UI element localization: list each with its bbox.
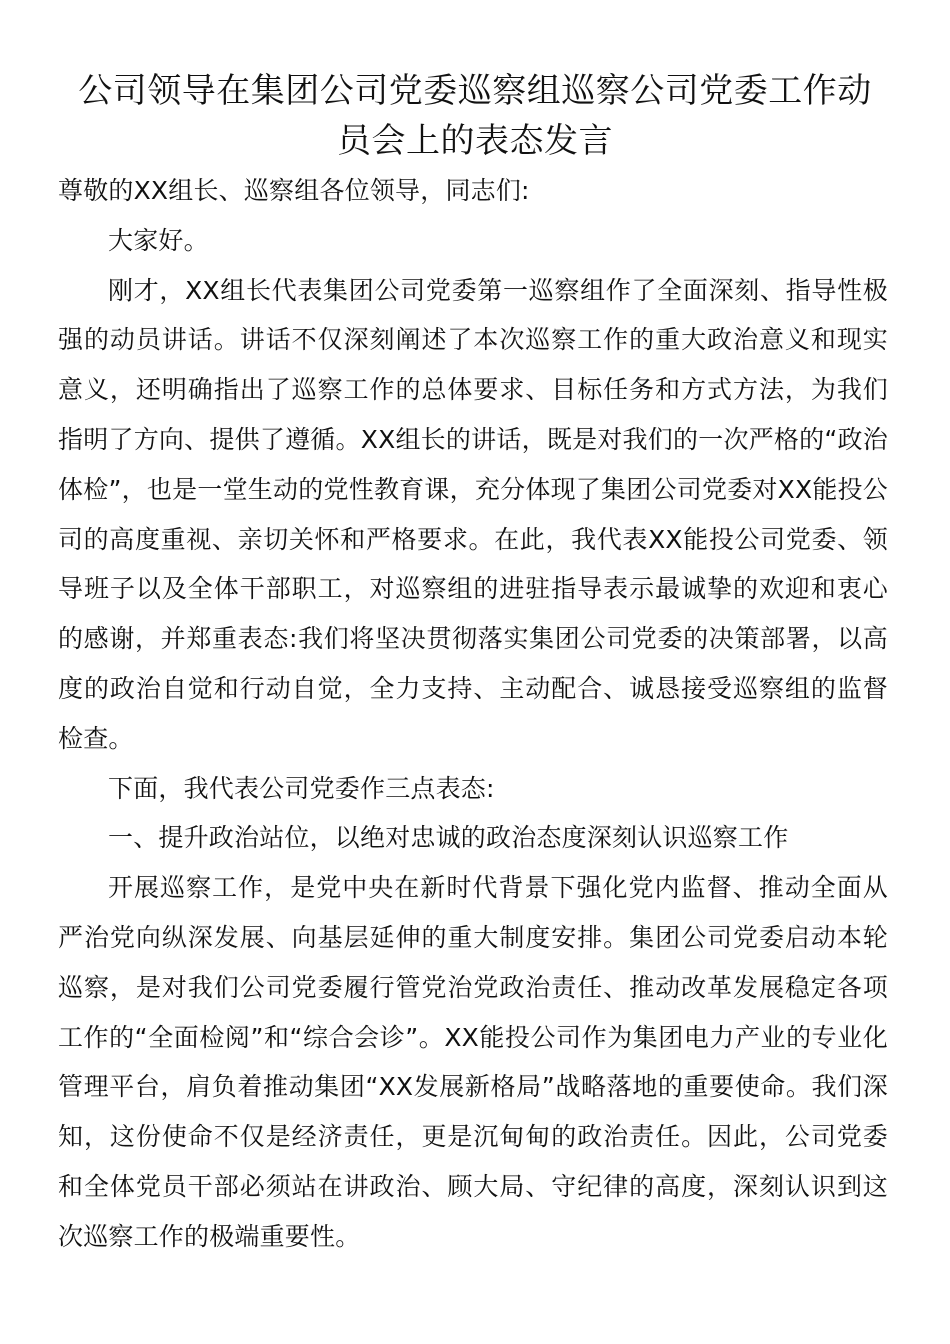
paragraph-greeting: 大家好。 [108,225,209,255]
paragraph-section-1: 开展巡察工作，是党中央在新时代背景下强化党内监督、推动全面从严治党向纵深发展、向基层延伸的重大制度安排。集团公司党委启动本轮巡察，是对我们公司党委履行管党治党政治责任、推动改革发展稳定各项工作的“全面检阅”和“综合会诊”。XX能投公司作为集团电力产业的专业化管理平台，肩负着推动集团“XX发展新格局”战略落地的重要使命。我们深知，这份使命不仅是经济责任，更是沉甸甸的政治责任。因此，公司党委和全体党员干部必须站在讲政治、顾大局、守纪律的高度，深刻认识到这次巡察工作的极端重要性。 [58,873,888,1251]
salutation: 尊敬的XX组长、巡察组各位领导，同志们: [58,176,530,205]
section-heading-1: 一、提升政治站位，以绝对忠诚的政治态度深刻认识巡察工作 [108,823,789,853]
paragraph-intro-points: 下面，我代表公司党委作三点表态: [108,773,495,803]
document-title: 公司领导在集团公司党委巡察组巡察公司党委工作动员会上的表态发言 [78,71,872,161]
paragraph-opening: 刚才，XX组长代表集团公司党委第一巡察组作了全面深刻、指导性极强的动员讲话。讲话不仅深刻阐述了本次巡察工作的重大政治意义和现实意义，还明确指出了巡察工作的总体要求、目标任务和方式方法，为我们指明了方向、提供了遵循。XX组长的讲话，既是对我们的一次严格的“政治体检”，也是一堂生动的党性教育课，充分体现了集团公司党委对XX能投公司的高度重视、亲切关怀和严格要求。在此，我代表XX能投公司党委、领导班子以及全体干部职工，对巡察组的进驻指导表示最诚挚的欢迎和衷心的感谢，并郑重表态:我们将坚决贯彻落实集团公司党委的决策部署，以高度的政治自觉和行动自觉，全力支持、主动配合、诚恳接受巡察组的监督检查。 [58,275,888,753]
